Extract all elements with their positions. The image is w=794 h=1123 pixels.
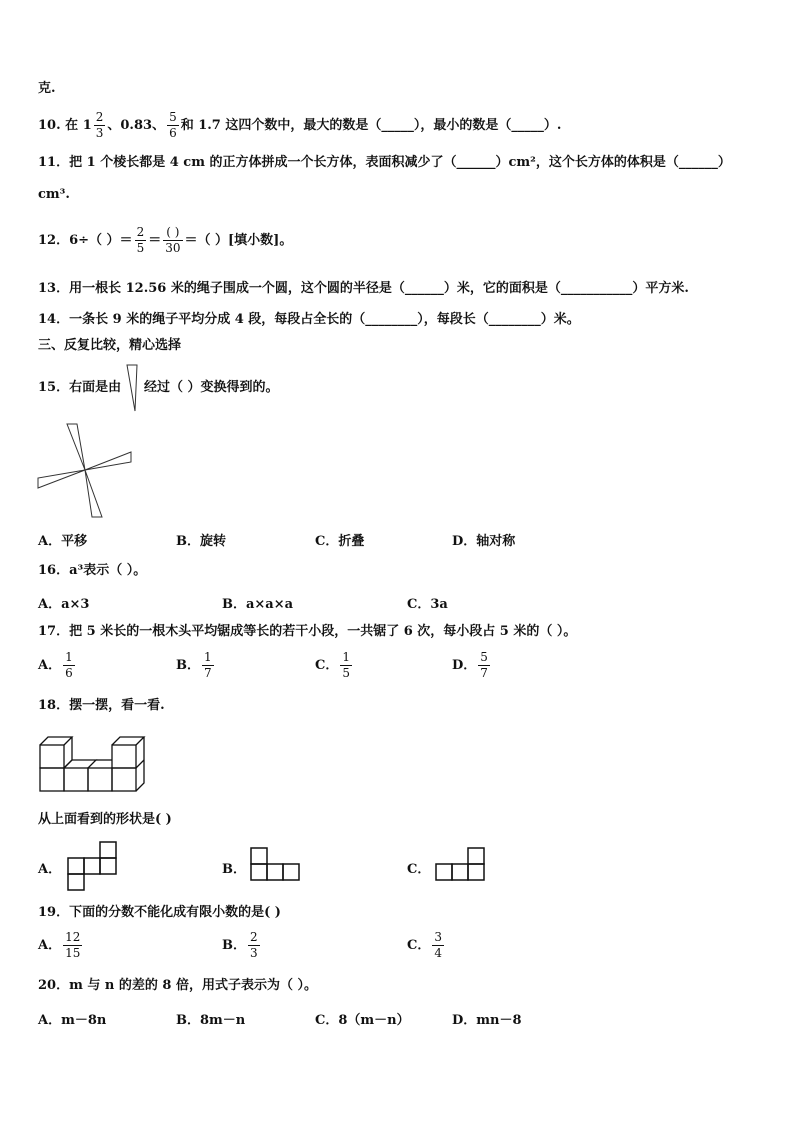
q17-option-c[interactable] [315,650,354,681]
q10-pre: 在 [65,118,79,133]
q17-c-numerator: 1 [342,650,350,664]
q17-a-denominator: 6 [65,666,73,680]
q10-fraction-2 [167,110,179,141]
q12-f1-denominator: 5 [136,241,145,255]
q17-d-numerator: 5 [480,650,488,664]
q15-option-c[interactable]: C．折叠 [315,534,365,549]
q11-line-1: 11．把 1 个棱长都是 4 cm 的正方体拼成一个长方体，表面积减少了（______）cm²，这个长方体的体积是（______） [38,155,731,170]
q17-b-numerator: 1 [204,650,212,664]
q12-fraction-2 [163,225,182,256]
q12-post: ＝（ ）[填小数]。 [184,233,293,248]
q17-a-numerator: 1 [65,650,73,664]
q19-c-numerator: 3 [434,930,442,944]
q18-option-a-shape [67,841,119,891]
q20-option-d[interactable]: D．mn－8 [452,1013,522,1028]
q18-option-c-shape [435,847,487,883]
q16-option-c[interactable]: C．3a [407,597,448,612]
q10-fraction-1 [94,110,106,141]
q12-f1-numerator: 2 [136,225,145,239]
q10-f2-numerator: 5 [169,110,177,124]
q12-f2-denominator: 30 [165,241,181,255]
question-14: 14．一条长 9 米的绳子平均分成 4 段，每段占全长的（________），每段长（________）米。 [38,312,580,327]
q18-b-label: B． [222,862,246,877]
q10-f2-denominator: 6 [169,126,177,140]
q10-number: 10. [38,118,61,133]
q19-c-denominator: 4 [434,946,442,960]
question-20: 20．m 与 n 的差的 8 倍，用式子表示为（ ）。 [38,978,317,993]
q17-option-d[interactable] [452,650,492,681]
q10-mid: 和 1.7 这四个数中，最大的数是（_____），最小的数是（_____）. [180,118,562,133]
q17-b-denominator: 7 [204,666,212,680]
q16-option-a[interactable]: A．a×3 [38,597,90,612]
question-18: 18．摆一摆，看一看. [38,698,165,713]
q19-a-denominator: 15 [65,946,81,960]
q17-c-label: C． [315,658,339,673]
q11-line-2: cm³. [38,187,70,202]
q12-fraction-1 [135,225,147,256]
q10-f1-denominator: 3 [95,126,104,140]
question-16: 16．a³表示（ ）。 [38,563,147,578]
q19-a-numerator: 12 [65,930,81,944]
q12-pre: 12．6÷（ ）＝ [38,233,133,248]
pinwheel-figure [37,423,133,519]
q18-option-b-shape [250,847,302,883]
question-12 [38,222,292,260]
q15-option-b[interactable]: B．旋转 [176,534,226,549]
q20-option-b[interactable]: B．8m－n [176,1013,246,1028]
q19-b-label: B． [222,938,246,953]
q18-a-label: A． [38,862,62,877]
q15-option-d[interactable]: D．轴对称 [452,534,516,549]
q19-option-b[interactable] [222,930,262,961]
q19-c-label: C． [407,938,431,953]
q10-sep1: 、0.83、 [107,118,166,133]
q10-whole: 1 [82,118,92,133]
triangle-shape-icon [126,364,138,412]
q18-option-c[interactable] [407,858,430,877]
q15-pre: 15．右面是由 [38,380,122,395]
q19-a-label: A． [38,938,62,953]
q17-option-b[interactable] [176,650,216,681]
q19-b-denominator: 3 [250,946,258,960]
q12-eq: ＝ [148,233,162,248]
question-17: 17．把 5 米长的一根木头平均锯成等长的若干小段，一共锯了 6 次，每小段占 5 米的（ ）。 [38,624,577,639]
question-10 [38,108,561,144]
q15-option-a[interactable]: A．平移 [38,534,88,549]
q18-question: 从上面看到的形状是( ) [38,812,172,827]
q17-b-label: B． [176,658,200,673]
q9-tail: 克. [38,81,56,96]
question-13: 13．用一根长 12.56 米的绳子围成一个圆，这个圆的半径是（______）米，它的面积是（___________）平方米. [38,281,689,296]
q20-option-c[interactable]: C．8（m－n） [315,1013,410,1028]
q16-option-b[interactable]: B．a×a×a [222,597,294,612]
q18-c-label: C． [407,862,431,877]
q17-c-denominator: 5 [342,666,350,680]
q19-option-a[interactable] [38,930,84,961]
q18-option-b[interactable] [222,858,246,877]
q15-post: 经过（ ）变换得到的。 [144,380,279,395]
q12-f2-numerator: ( ) [163,225,182,241]
question-19: 19．下面的分数不能化成有限小数的是( ) [38,905,281,920]
q18-option-a[interactable] [38,858,61,877]
q17-a-label: A． [38,658,62,673]
q17-d-denominator: 7 [480,666,488,680]
q10-f1-numerator: 2 [95,110,104,124]
cube-stack-figure [38,735,142,793]
q17-d-label: D． [452,658,477,673]
q19-option-c[interactable] [407,930,446,961]
q19-b-numerator: 2 [250,930,258,944]
q20-option-a[interactable]: A．m－8n [38,1013,107,1028]
q17-option-a[interactable] [38,650,77,681]
section-3-heading: 三、反复比较，精心选择 [38,338,182,353]
